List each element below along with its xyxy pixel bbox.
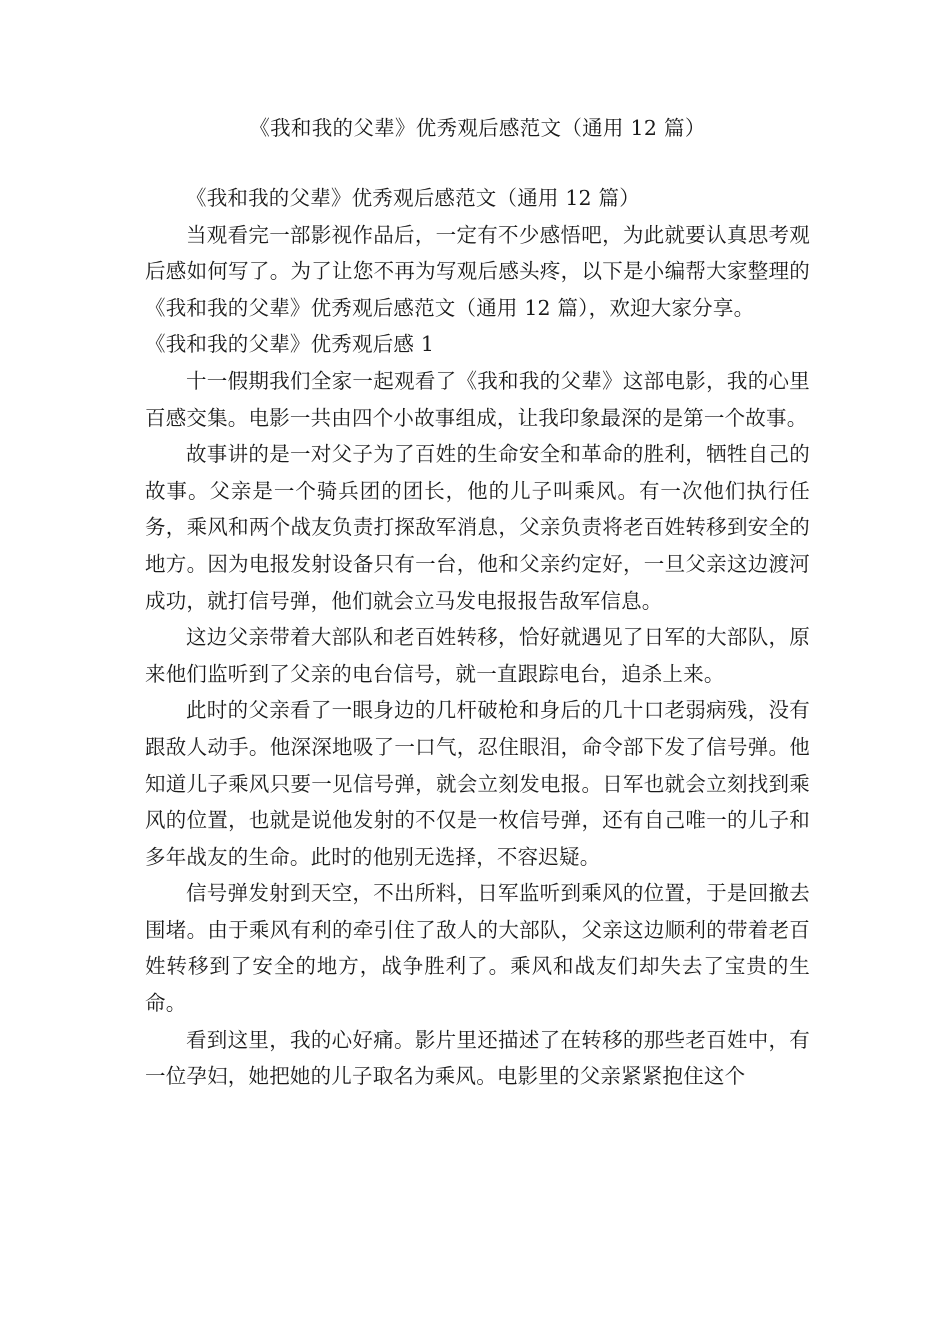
body-paragraph: 看到这里，我的心好痛。影片里还描述了在转移的那些老百姓中，有一位孕妇，她把她的儿子取名为乘风。电影里的父亲紧紧抱住这个 — [145, 1027, 810, 1089]
document-title: 《我和我的父辈》优秀观后感范文（通用 12 篇） — [249, 116, 706, 140]
body-paragraph: 《我和我的父辈》优秀观后感范文（通用 12 篇） — [186, 186, 640, 210]
body-paragraph: 十一假期我们全家一起观看了《我和我的父辈》这部电影，我的心里百感交集。电影一共由四个小故事组成，让我印象最深的是第一个故事。 — [145, 368, 810, 430]
body-paragraph: 信号弹发射到天空，不出所料，日军监听到乘风的位置，于是回撤去围堵。由于乘风有利的牵引住了敌人的大部队，父亲这边顺利的带着老百姓转移到了安全的地方，战争胜利了。乘风和战友们却失去了宝贵的生命。 — [145, 881, 810, 1016]
section-heading: 《我和我的父辈》优秀观后感 1 — [145, 332, 435, 357]
document-page — [145, 110, 810, 1095]
document-body — [145, 180, 810, 1095]
body-paragraph: 当观看完一部影视作品后，一定有不少感悟吧，为此就要认真思考观后感如何写了。为了让您不再为写观后感头疼，以下是小编帮大家整理的《我和我的父辈》优秀观后感范文（通用 12 篇），欢迎大家分享。 — [145, 222, 810, 320]
body-paragraph: 此时的父亲看了一眼身边的几杆破枪和身后的几十口老弱病残，没有跟敌人动手。他深深地吸了一口气，忍住眼泪，命令部下发了信号弹。他知道儿子乘风只要一见信号弹，就会立刻发电报。日军也就会立刻找到乘风的位置，也就是说他发射的不仅是一枚信号弹，还有自己唯一的儿子和多年战友的生命。此时的他别无选择，不容迟疑。 — [145, 698, 810, 869]
body-paragraph: 这边父亲带着大部队和老百姓转移，恰好就遇见了日军的大部队，原来他们监听到了父亲的电台信号，就一直跟踪电台，追杀上来。 — [145, 625, 810, 686]
body-paragraph: 故事讲的是一对父子为了百姓的生命安全和革命的胜利，牺牲自己的故事。父亲是一个骑兵团的团长，他的儿子叫乘风。有一次他们执行任务，乘风和两个战友负责打探敌军消息，父亲负责将老百姓转移到安全的地方。因为电报发射设备只有一台，他和父亲约定好，一旦父亲这边渡河成功，就打信号弹，他们就会立马发电报报告敌军信息。 — [145, 442, 810, 613]
